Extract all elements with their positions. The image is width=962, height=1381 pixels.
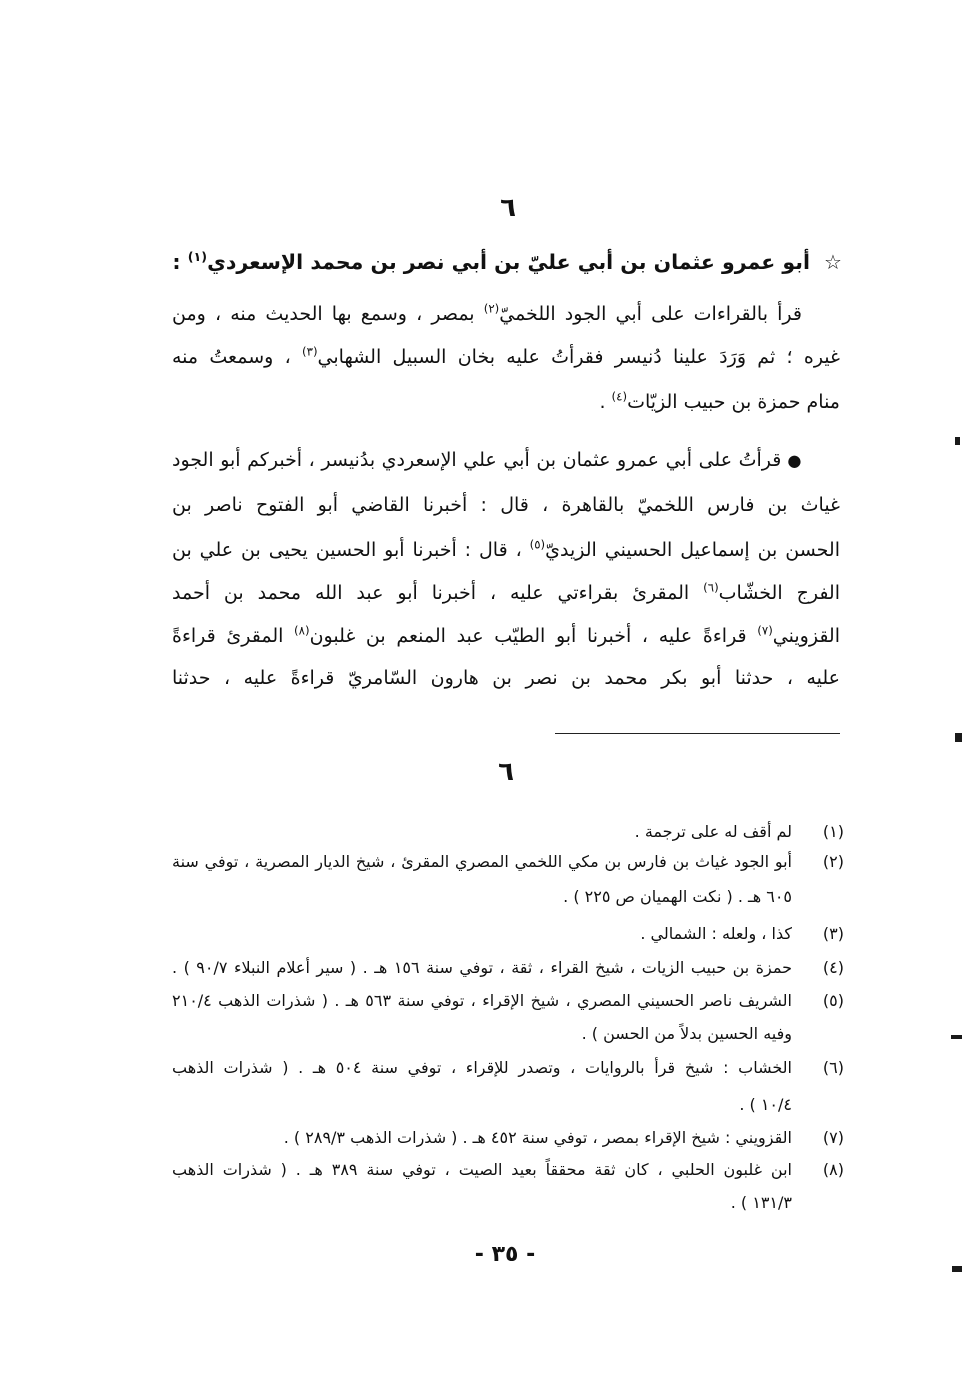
isnad-text: المقرئ بقراءتي عليه ، أخبرنا أبو عبد الله محمد بن أحمد bbox=[172, 582, 704, 604]
page-number: - ٣٥ - bbox=[474, 1242, 536, 1267]
footnote-ref: (٦) bbox=[703, 580, 719, 595]
isnad-text: المقرئ قراءةً bbox=[172, 625, 295, 647]
footnote-ref: (٧) bbox=[757, 623, 773, 638]
isnad-text: قراءةً عليه ، أخبرنا أبو الطيّب عبد المنعم بن غلبون bbox=[309, 625, 758, 647]
isnad-text: قرأتُ على أبي عمرو عثمان بن أبي علي الإسعردي بدُنيسر ، أخبركم أبو الجود bbox=[172, 449, 782, 471]
bio-line bbox=[172, 337, 840, 377]
isnad-text: الفرج الخشّاب bbox=[718, 582, 840, 604]
footnote-number: (٤) bbox=[822, 958, 844, 977]
bio-text: ، وسمعتُ منه bbox=[172, 346, 303, 368]
footnote-number: (٥) bbox=[822, 991, 844, 1010]
isnad-line bbox=[172, 530, 840, 570]
footnote-ref: (٢) bbox=[483, 301, 500, 316]
footnote-ref: (٤) bbox=[611, 389, 628, 404]
entry-number-top: ٦ bbox=[500, 193, 516, 223]
footnote-text: حمزة بن حبيب الزيات ، شيخ القراء ، ثقة ، توفي سنة ١٥٦ هـ . ( سير أعلام النبلاء ٩٠/٧ ) . bbox=[172, 958, 793, 977]
footnote-text: لم أقف له على ترجمة . bbox=[634, 822, 792, 841]
footnote-number: (٢) bbox=[822, 852, 844, 871]
footnote-number: (١) bbox=[822, 822, 844, 841]
isnad-text: ، قال : أخبرنا أبو الحسين يحيى بن علي بن bbox=[172, 539, 530, 561]
footnote-ref: (٨) bbox=[294, 623, 310, 638]
footnote-text: ٦٠٥ هـ . ( نكت الهميان ص ٢٢٥ ) . bbox=[563, 887, 792, 906]
isnad-line bbox=[172, 485, 840, 525]
heading-tail: : bbox=[172, 250, 188, 274]
footnote-number: (٨) bbox=[822, 1160, 844, 1179]
isnad-text: الحسن بن إسماعيل الحسيني الزيديّ bbox=[545, 539, 840, 561]
isnad-text: القزويني bbox=[772, 625, 840, 647]
isnad-line bbox=[172, 658, 840, 698]
scan-speck bbox=[955, 733, 962, 742]
footnote-number: (٦) bbox=[822, 1058, 844, 1077]
bio-line bbox=[172, 382, 840, 422]
bullet-icon: ● bbox=[787, 451, 803, 470]
isnad-text: عليه ، حدثنا أبو بكر محمد بن نصر بن هارون السّامريّ قراءةً عليه ، حدثنا bbox=[172, 667, 840, 689]
footnote-text: الشريف ناصر الحسيني المصري ، شيخ الإقراء ، توفي سنة ٥٦٣ هـ . ( شذرات الذهب ٢١٠/٤ bbox=[172, 991, 793, 1010]
heading-name: أبو عمرو عثمان بن أبي عليّ بن أبي نصر بن محمد الإسعردي bbox=[207, 250, 810, 274]
footnote-divider bbox=[555, 733, 840, 734]
bio-text: منام حمزة بن حبيب الزيّات bbox=[627, 391, 840, 413]
bio-line bbox=[172, 294, 802, 334]
entry-number-footnotes: ٦ bbox=[498, 757, 514, 787]
isnad-text: غياث بن فارس اللخميّ بالقاهرة ، قال : أخبرنا القاضي أبو الفتوح ناصر بن bbox=[172, 494, 840, 516]
footnote-text: ١٠/٤ ) . bbox=[739, 1095, 792, 1114]
isnad-line bbox=[172, 573, 840, 613]
star-icon: ☆ bbox=[824, 250, 842, 274]
footnote-number: (٧) bbox=[822, 1128, 844, 1147]
scan-speck bbox=[951, 1035, 962, 1039]
bio-text: قرأ بالقراءات على أبي الجود اللخميّ bbox=[499, 303, 802, 325]
footnote-text: كذا ، ولعله : الشمالي . bbox=[640, 924, 792, 943]
scan-speck bbox=[952, 1266, 962, 1272]
footnote-text: الخشاب : شيخ قرأ بالروايات ، وتصدر للإقراء ، توفي سنة ٥٠٤ هـ . ( شذرات الذهب bbox=[172, 1058, 792, 1077]
footnote-ref: (١) bbox=[187, 249, 208, 265]
footnote-text: وفيه الحسين بدلاً من الحسن ) . bbox=[581, 1024, 792, 1043]
scan-speck bbox=[955, 437, 960, 445]
footnote-ref: (٣) bbox=[302, 344, 318, 359]
footnote-text: أبو الجود غياث بن فارس بن مكي اللخمي المصري المقرئ ، شيخ الديار المصرية ، توفي سنة bbox=[172, 852, 792, 871]
footnote-number: (٣) bbox=[822, 924, 844, 943]
isnad-line bbox=[172, 616, 840, 656]
isnad-line bbox=[172, 440, 802, 480]
entry-heading bbox=[160, 242, 810, 282]
bio-text: بمصر ، وسمع بها الحديث منه ، ومن bbox=[172, 303, 484, 325]
footnote-text: القزويني : شيخ الإقراء بمصر ، توفي سنة ٤٥٢ هـ . ( شذرات الذهب ٢٨٩/٣ ) . bbox=[283, 1128, 792, 1147]
bio-text: . bbox=[599, 391, 612, 413]
footnote-ref: (٥) bbox=[529, 537, 546, 552]
bio-text: غيره ؛ ثم وَرَدَ علينا دُنيسر فقرأتُ عليه بخان السبيل الشهابي bbox=[317, 346, 840, 368]
footnote-text: ١٣١/٣ ) . bbox=[730, 1193, 792, 1212]
footnote-text: ابن غلبون الحلبي ، كان ثقة محققاً بعيد الصيت ، توفي سنة ٣٨٩ هـ . ( شذرات الذهب bbox=[172, 1160, 792, 1179]
